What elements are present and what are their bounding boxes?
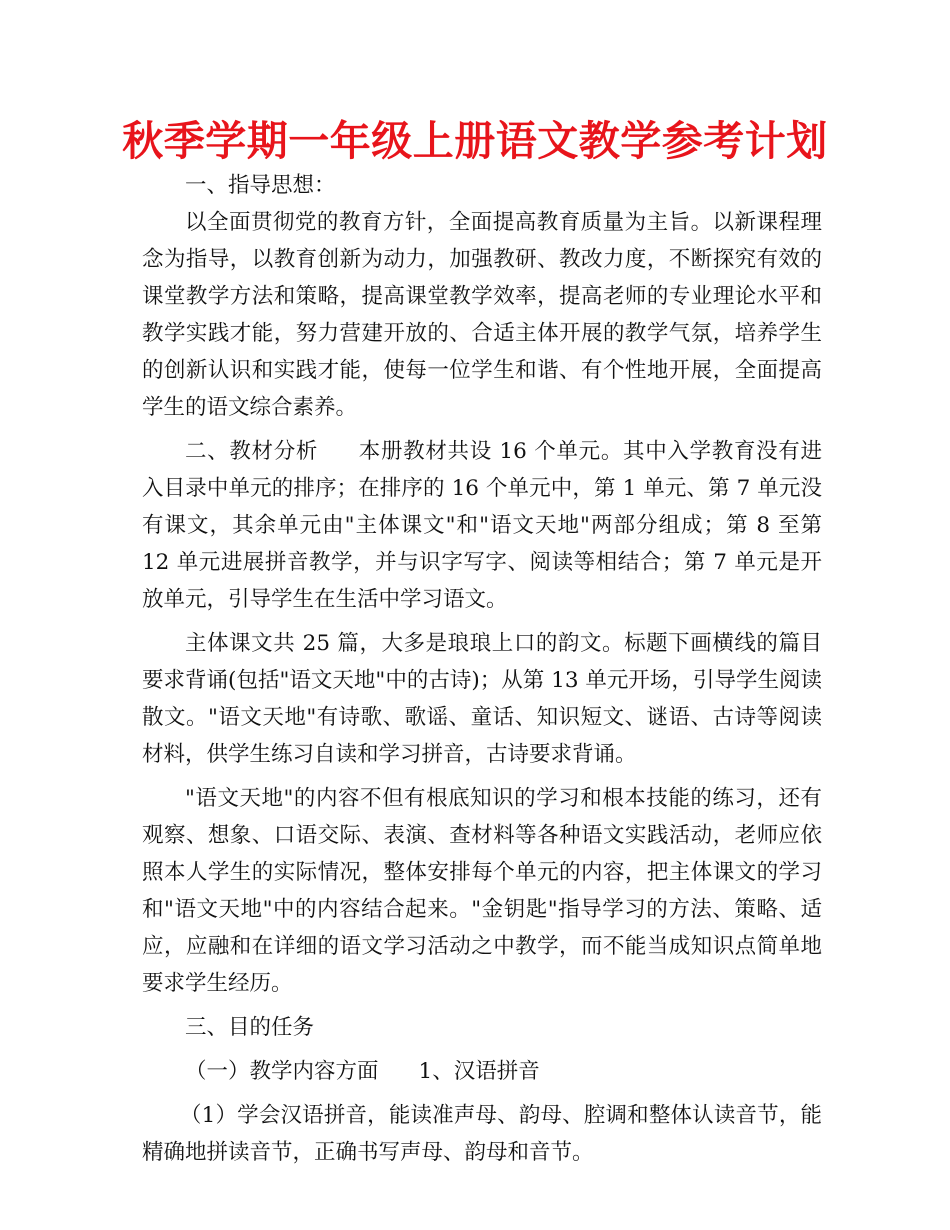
- paragraph-pinyin-goal: （1）学会汉语拼音，能读准声母、韵母、腔调和整体认读音节，能精确地拼读音节，正确书写声母、韵母和音节。: [142, 1103, 822, 1165]
- section-heading-guiding-ideology: 一、指导思想：: [185, 173, 336, 198]
- document-title: 秋季学期一年级上册语文教学参考计划: [122, 117, 828, 165]
- subsection-label: （一）教学内容方面: [185, 1059, 379, 1084]
- paragraph-textbook-analysis-text: 本册教材共设 16 个单元。其中入学教育没有进入目录中单元的排序；在排序的 16 个单元中，第 1 单元、第 7 单元没有课文，其余单元由"主体课文"和"语文天地"两部分组成；第 8 至第 12 单元进展拼音教学，并与识字写字、阅读等相结合；第 7 单元是开放单元，引导学生在生活中学习语文。: [142, 439, 822, 612]
- paragraph-textbook-analysis: [142, 433, 822, 618]
- paragraph-language-world: "语文天地"的内容不但有根底知识的学习和根本技能的练习，还有观察、想象、口语交际、表演、查材料等各种语文实践活动，老师应依照本人学生的实际情况，整体安排每个单元的内容，把主体课文的学习和"语文天地"中的内容结合起来。"金钥匙"指导学习的方法、策略、适应，应融和在详细的语文学习活动之中教学，而不能当成知识点简单地要求学生经历。: [142, 786, 822, 996]
- subsection-item-pinyin: 1、汉语拼音: [418, 1059, 540, 1084]
- section-heading-textbook-analysis: 二、教材分析: [185, 439, 319, 464]
- document-body: [142, 167, 822, 1171]
- paragraph-main-texts: 主体课文共 25 篇，大多是琅琅上口的韵文。标题下画横线的篇目要求背诵(包括"语文天地"中的古诗)；从第 13 单元开场，引导学生阅读散文。"语文天地"有诗歌、歌谣、童话、知识短文、谜语、古诗等阅读材料，供学生练习自读和学习拼音，古诗要求背诵。: [142, 631, 822, 767]
- subsection-heading-teaching-content: [142, 1053, 822, 1090]
- paragraph-guiding-ideology: 以全面贯彻党的教育方针，全面提高教育质量为主旨。以新课程理念为指导，以教育创新为动力，加强教研、教改力度，不断探究有效的课堂教学方法和策略，提高课堂教学效率，提高老师的专业理论水平和教学实践才能，努力营建开放的、合适主体开展的教学气氛，培养学生的创新认识和实践才能，使每一位学生和谐、有个性地开展，全面提高学生的语文综合素养。: [142, 210, 822, 420]
- section-heading-goals: 三、目的任务: [185, 1015, 315, 1040]
